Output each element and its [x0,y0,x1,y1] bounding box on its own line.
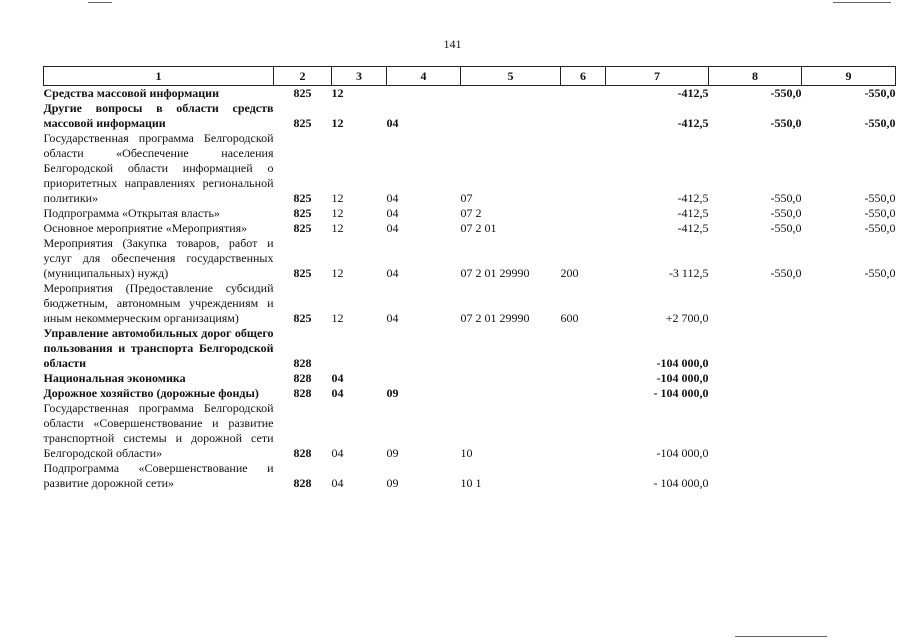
row-name-cell: Другие вопросы в области средств массовой информации [43,101,274,130]
table-row [44,326,896,371]
cell-c2: 825 [293,116,312,130]
table-row [44,131,896,206]
cell-c6 [561,461,606,491]
cell-c7: -412,5 [677,116,709,130]
cell-c9: -550,0 [864,116,896,130]
row-name-cell: Национальная экономика [43,371,186,385]
cell-c8 [709,326,802,371]
cell-c3: 12 [331,206,344,220]
cell-c5: 07 2 01 [460,221,497,235]
column-header-1: 1 [44,67,274,86]
table-row [44,371,896,386]
cell-c9 [802,461,896,491]
cell-c5: 07 [460,191,473,205]
cell-c3: 12 [331,191,344,205]
cell-c9 [802,371,896,386]
cell-c4: 04 [386,266,399,280]
cell-c9: -550,0 [864,86,896,100]
cell-c8: -550,0 [770,116,802,130]
cell-c8: -550,0 [770,266,802,280]
scan-mark [88,2,112,3]
cell-c3: 12 [331,86,344,100]
table-row [44,461,896,491]
cell-c4: 04 [386,206,399,220]
cell-c6 [561,86,606,102]
row-name-cell: Подпрограмма «Совершенствование и развитие дорожной сети» [43,461,274,490]
cell-c3: 12 [331,311,344,325]
cell-c2: 825 [293,86,312,100]
cell-c6 [561,371,606,386]
cell-c8 [709,386,802,401]
cell-c2: 825 [293,221,312,235]
cell-c7: -104 000,0 [656,356,709,370]
row-name-cell: Подпрограмма «Открытая власть» [43,206,220,220]
cell-c6 [561,326,606,371]
column-header-4: 4 [387,67,461,86]
budget-table [43,66,896,491]
row-name-cell: Мероприятия (Предоставление субсидий бюджетным, автономным учреждениям и иным некоммерческим организациям) [43,281,274,325]
cell-c2: 828 [293,386,312,400]
cell-c8 [709,281,802,326]
column-header-2: 2 [274,67,332,86]
cell-c3: 04 [331,446,344,460]
cell-c7: -412,5 [677,191,709,205]
cell-c9: -550,0 [864,191,896,205]
cell-c4: 04 [386,221,399,235]
table-row [44,206,896,221]
cell-c6: 600 [560,311,579,325]
cell-c3: 12 [331,116,344,130]
cell-c9: -550,0 [864,221,896,235]
row-name-cell: Дорожное хозяйство (дорожные фонды) [43,386,259,400]
cell-c4: 09 [386,446,399,460]
cell-c6 [561,221,606,236]
table-row [44,401,896,461]
row-name-cell: Государственная программа Белгородской области «Обеспечение населения Белгородской области информацией о приоритетных направлениях региональной политики» [43,131,274,205]
cell-c7: +2 700,0 [665,311,709,325]
scan-mark [833,2,891,3]
cell-c8 [709,401,802,461]
row-name-cell: Управление автомобильных дорог общего пользования и транспорта Белгородской области [43,326,274,370]
cell-c4: 04 [386,311,399,325]
cell-c7: -104 000,0 [656,446,709,460]
cell-c7: -412,5 [677,86,709,100]
cell-c5: 10 [460,446,473,460]
cell-c7: - 104 000,0 [653,476,709,490]
cell-c9 [802,326,896,371]
cell-c9 [802,281,896,326]
cell-c6 [561,386,606,401]
cell-c9: -550,0 [864,266,896,280]
cell-c4 [387,86,461,102]
cell-c8: -550,0 [770,191,802,205]
cell-c5: 07 2 01 29990 [460,311,530,325]
cell-c3: 12 [331,266,344,280]
row-name-cell: Мероприятия (Закупка товаров, работ и услуг для обеспечения государственных (муниципальных) нужд) [43,236,274,280]
cell-c7: -104 000,0 [656,371,709,385]
cell-c8 [709,461,802,491]
cell-c6 [561,206,606,221]
header-row [44,67,896,86]
cell-c2: 825 [293,206,312,220]
cell-c5: 07 2 01 29990 [460,266,530,280]
cell-c2: 825 [293,191,312,205]
cell-c8 [709,371,802,386]
cell-c2: 825 [293,266,312,280]
cell-c5: 10 1 [460,476,482,490]
column-header-5: 5 [461,67,561,86]
column-header-6: 6 [561,67,606,86]
cell-c2: 828 [293,446,312,460]
cell-c9 [802,386,896,401]
cell-c9 [802,401,896,461]
cell-c2: 828 [293,356,312,370]
cell-c6 [561,401,606,461]
cell-c5 [461,371,561,386]
row-name-cell: Средства массовой информации [43,86,219,100]
cell-c3: 12 [331,221,344,235]
cell-c5 [461,86,561,102]
column-header-7: 7 [606,67,709,86]
column-header-8: 8 [709,67,802,86]
cell-c4 [387,326,461,371]
cell-c6 [561,131,606,206]
cell-c4: 04 [386,191,399,205]
cell-c4: 09 [386,386,399,400]
column-header-9: 9 [802,67,896,86]
cell-c6: 200 [560,266,579,280]
table-row [44,236,896,281]
cell-c6 [561,101,606,131]
cell-c2: 828 [293,371,312,385]
cell-c3: 04 [331,371,344,385]
cell-c8: -550,0 [770,86,802,100]
cell-c3: 04 [331,476,344,490]
cell-c2: 825 [293,311,312,325]
scan-mark [735,636,827,637]
cell-c4: 04 [386,116,399,130]
cell-c8: -550,0 [770,221,802,235]
cell-c5 [461,101,561,131]
cell-c7: -412,5 [677,221,709,235]
table-body [44,86,896,492]
cell-c7: -3 112,5 [668,266,709,280]
cell-c8: -550,0 [770,206,802,220]
cell-c3: 04 [331,386,344,400]
cell-c5: 07 2 [460,206,482,220]
table-row [44,86,896,102]
page-number: 141 [443,37,462,51]
table-row [44,281,896,326]
row-name-cell: Основное мероприятие «Мероприятия» [43,221,248,235]
column-header-3: 3 [332,67,387,86]
cell-c2: 828 [293,476,312,490]
cell-c5 [461,386,561,401]
row-name-cell: Государственная программа Белгородской области «Совершенствование и развитие транспортной системы и дорожной сети Белгородской области» [43,401,274,460]
cell-c5 [461,326,561,371]
cell-c9: -550,0 [864,206,896,220]
cell-c3 [332,326,387,371]
cell-c7: -412,5 [677,206,709,220]
table-row [44,101,896,131]
cell-c4 [387,371,461,386]
table-row [44,221,896,236]
cell-c7: - 104 000,0 [653,386,709,400]
cell-c4: 09 [386,476,399,490]
table-row [44,386,896,401]
